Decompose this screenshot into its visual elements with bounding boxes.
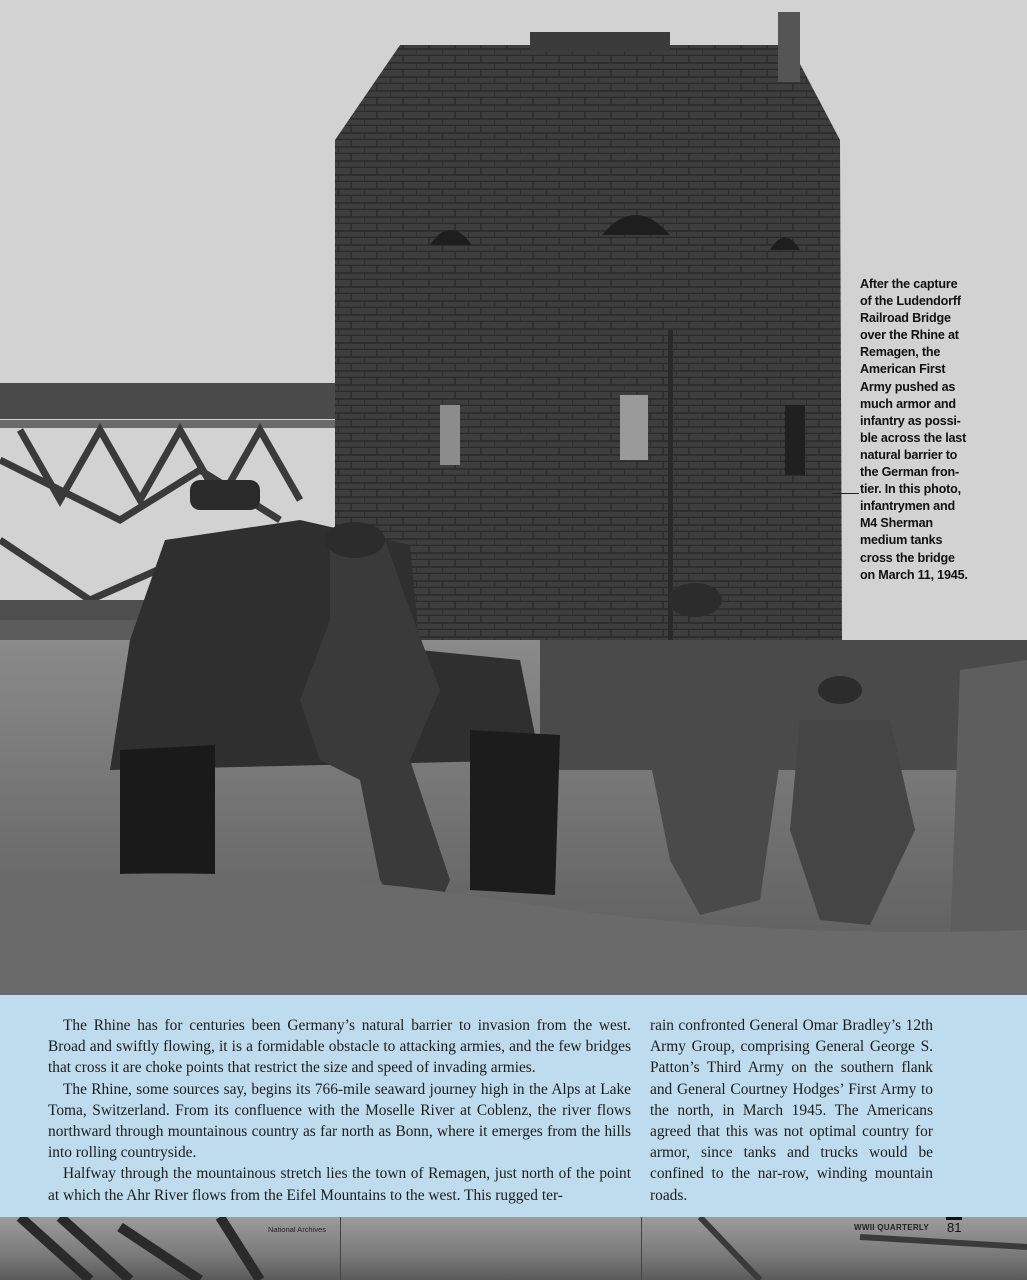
strip-divider bbox=[641, 1217, 642, 1280]
caption-line: Railroad Bridge bbox=[860, 311, 951, 326]
caption-line: tier. In this photo, bbox=[860, 482, 961, 497]
caption-line: American First bbox=[860, 362, 946, 377]
caption-line: on March 11, 1945. bbox=[860, 567, 968, 582]
caption-line: medium tanks bbox=[860, 533, 943, 548]
caption-line: over the Rhine at bbox=[860, 328, 959, 343]
caption-line: After the capture bbox=[860, 277, 958, 291]
body-column-right bbox=[650, 1015, 933, 1206]
body-paragraph: The Rhine, some sources say, begins its 766-mile seaward journey high in the Alps at Lake Toma, Switzerland. From its confluence with the Moselle River at Coblenz, the river flows northward through mountainous country as far north as Bonn, where it emerges from the hills into rolling countryside. bbox=[48, 1080, 631, 1162]
photo-caption bbox=[860, 276, 970, 584]
caption-line: infantrymen and bbox=[860, 499, 955, 514]
caption-line: cross the bridge bbox=[860, 550, 955, 565]
caption-line: the German fron- bbox=[860, 465, 959, 480]
body-paragraph: Halfway through the mountainous stretch lies the town of Remagen, just north of the point at which the Ahr River flows from the Eifel Mountains to the west. This rugged ter- bbox=[48, 1165, 631, 1204]
caption-line: ble across the last bbox=[860, 430, 967, 445]
caption-line: M4 Sherman bbox=[860, 516, 933, 531]
caption-line: natural barrier to bbox=[860, 447, 958, 462]
page-number: 81 bbox=[947, 1220, 962, 1235]
caption-line: Army pushed as bbox=[860, 379, 956, 394]
caption-leader-line bbox=[832, 493, 859, 494]
caption-line: of the Ludendorff bbox=[860, 294, 961, 309]
magazine-name: WWII QUARTERLY bbox=[854, 1223, 930, 1232]
strip-divider bbox=[340, 1217, 341, 1280]
caption-line: infantry as possi- bbox=[860, 413, 961, 428]
caption-line: Remagen, the bbox=[860, 345, 941, 360]
body-column-left bbox=[48, 1015, 631, 1206]
photo-credit: National Archives bbox=[268, 1225, 326, 1234]
body-paragraph: rain confronted General Omar Bradley’s 12th Army Group, comprising General George S. Patton’s Third Army on the southern flank and General Courtney Hodges’ First Army to the north, in March 1945. The Americans agreed that this was not optimal country for armor, since tanks and trucks would be confined to the nar-row, winding mountain roads. bbox=[650, 1017, 933, 1204]
body-paragraph: The Rhine has for centuries been Germany’s natural barrier to invasion from the west. Broad and swiftly flowing, it is a formidable obstacle to attacking armies, and the few bridges that cross it are choke points that restrict the size and speed of invading armies. bbox=[48, 1017, 631, 1077]
caption-line: much armor and bbox=[860, 396, 956, 411]
